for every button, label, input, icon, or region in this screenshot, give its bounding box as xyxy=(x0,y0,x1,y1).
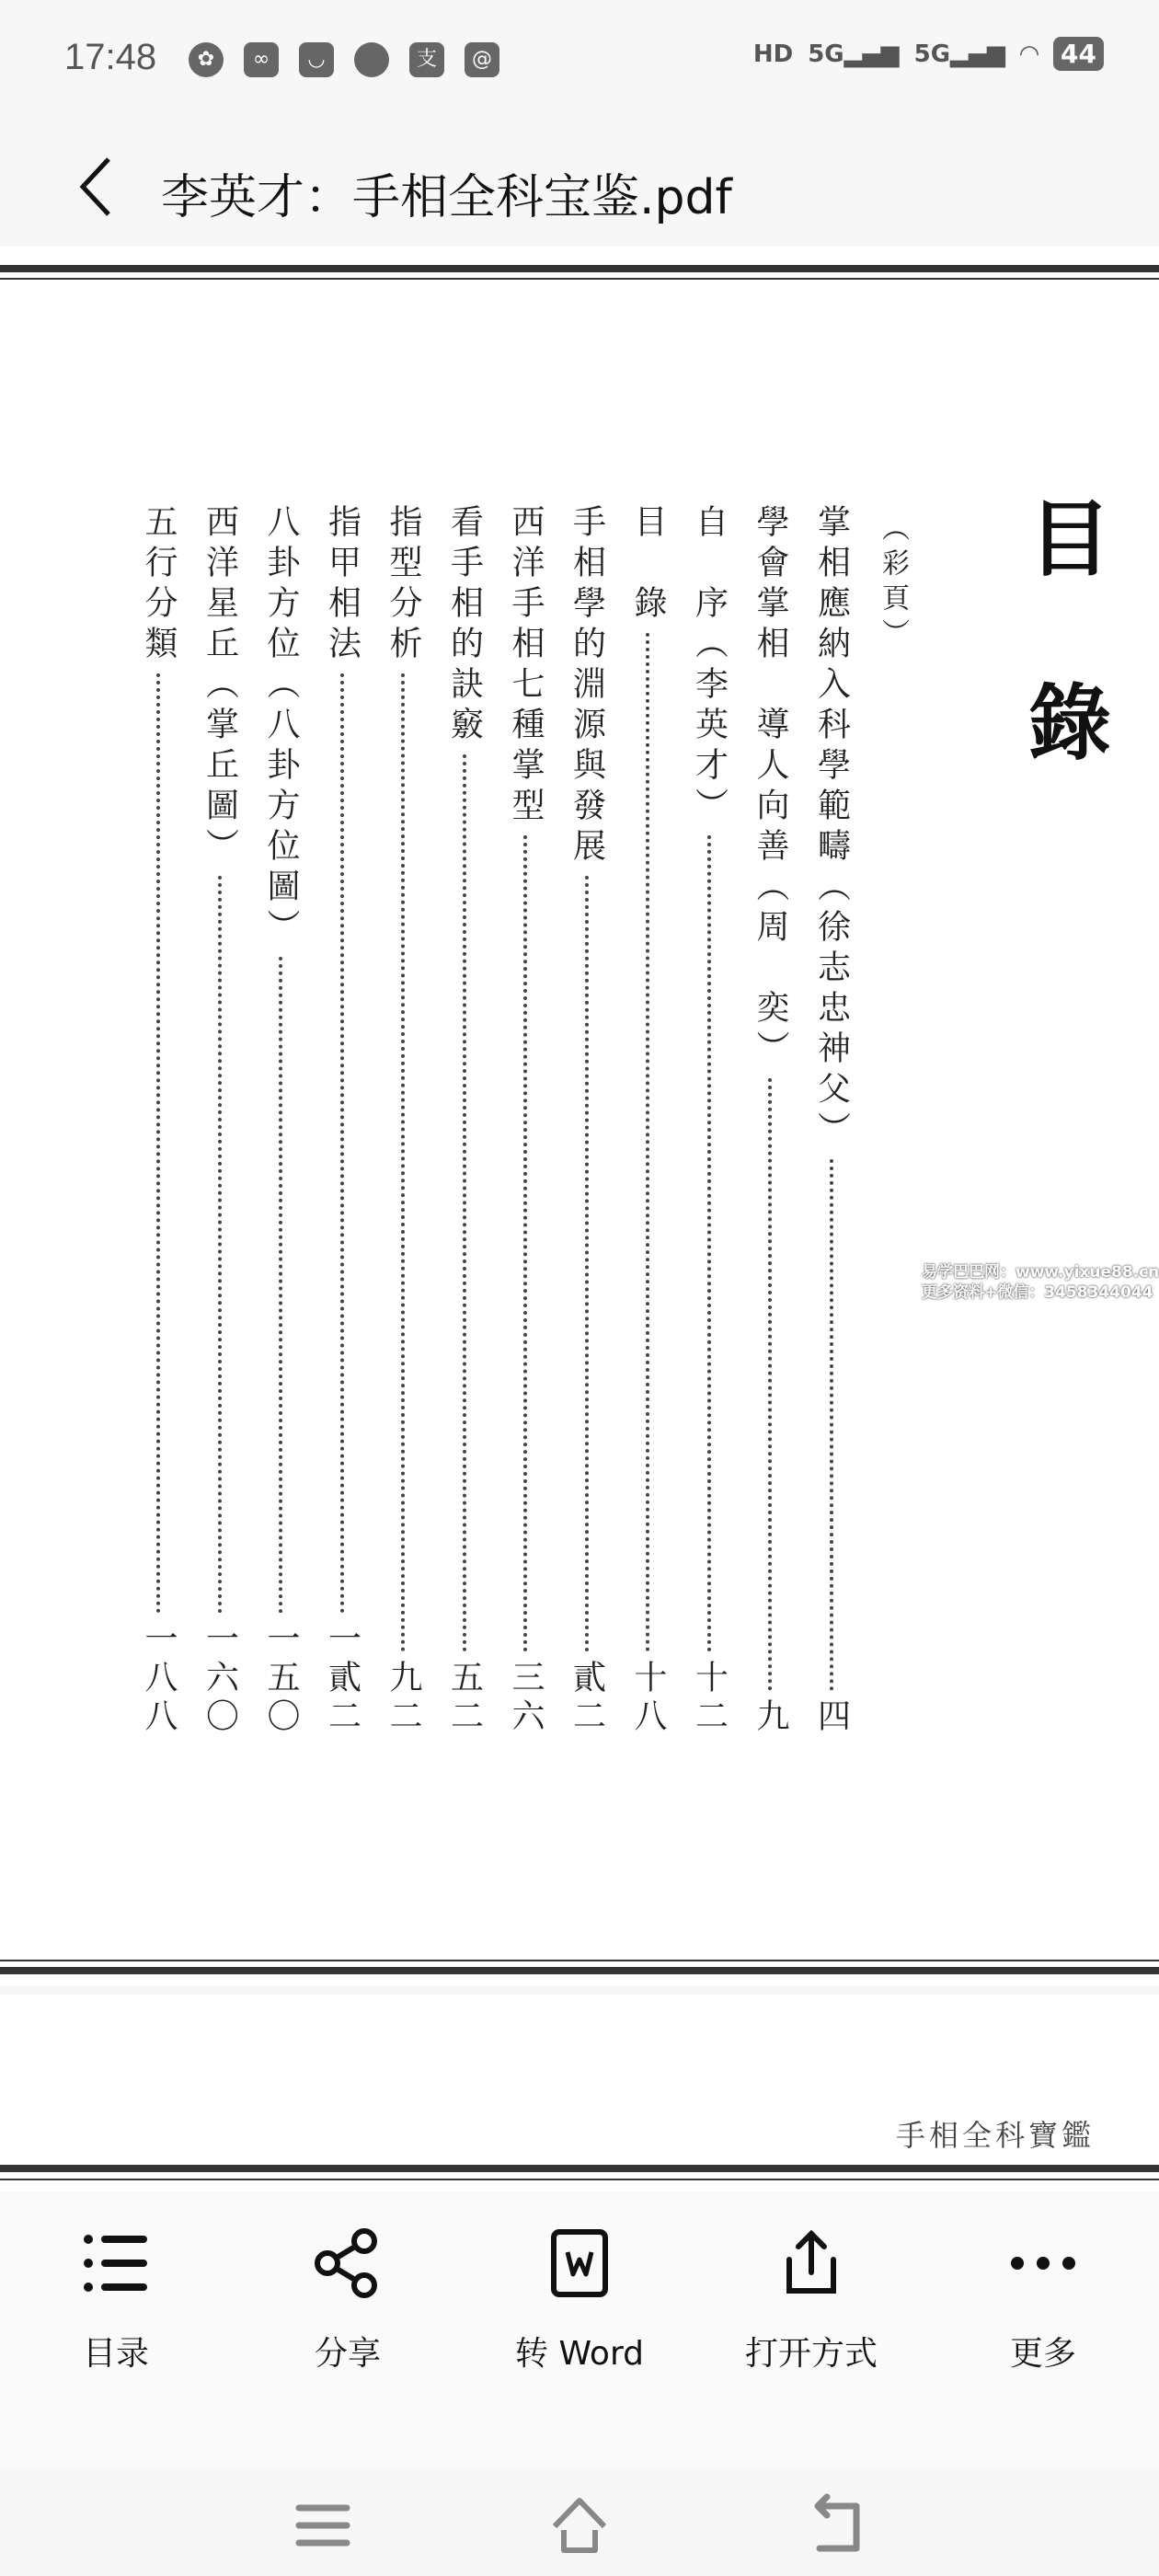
leader-dots xyxy=(585,876,589,1652)
leader-dots xyxy=(340,673,344,1614)
convert-word-label: 转 Word xyxy=(515,2335,644,2373)
status-bar xyxy=(0,0,1159,120)
watermark xyxy=(922,1262,1159,1303)
page-rule xyxy=(0,265,1159,272)
toc-entry-title: 指甲相法 xyxy=(323,504,361,666)
page-rule xyxy=(0,278,1159,280)
leader-dots xyxy=(707,835,711,1652)
list-icon xyxy=(79,2226,153,2300)
document-title: 李英才：手相全科宝鉴.pdf xyxy=(161,170,732,225)
toc-entry[interactable] xyxy=(747,504,793,1737)
share-button[interactable] xyxy=(232,2194,464,2470)
toc-entry-title: 西洋星丘（掌丘圖） xyxy=(201,504,239,868)
more-label: 更多 xyxy=(1009,2335,1076,2373)
signal-5g-icon: 5G▂▄▆ xyxy=(808,40,900,68)
leader-dots xyxy=(156,673,160,1614)
hd-icon: HD xyxy=(752,40,794,68)
toc-entry-title: 掌相應納入科學範疇（徐志忠神父） xyxy=(812,504,851,1152)
page-rule xyxy=(0,2179,1159,2180)
convert-word-button[interactable] xyxy=(464,2194,695,2470)
toc-page-number: 四 xyxy=(812,1698,851,1737)
watermark-line: 易学巴巴网：www.yixue88.cn xyxy=(922,1263,1159,1282)
wifi-icon: ◠ xyxy=(1020,40,1039,68)
toc-entry-title: 目 錄 xyxy=(629,504,667,626)
toc-entry[interactable] xyxy=(502,504,548,1737)
leader-dots xyxy=(646,633,649,1652)
toc-page-number: 一貳二 xyxy=(323,1621,361,1737)
share-label: 分享 xyxy=(314,2335,381,2373)
leader-dots xyxy=(401,673,405,1652)
system-nav-bar xyxy=(0,2475,1159,2576)
toc-page-number: 一五〇 xyxy=(262,1621,300,1737)
bottom-toolbar xyxy=(0,2194,1159,2470)
toc-entry[interactable] xyxy=(869,513,915,653)
leader-dots xyxy=(463,754,466,1652)
chevron-left-icon[interactable] xyxy=(72,155,127,219)
toc-page-number: 十二 xyxy=(690,1660,729,1737)
open-with-button[interactable] xyxy=(695,2194,927,2470)
toc-entry[interactable] xyxy=(686,504,732,1737)
toc-heading: 目錄 xyxy=(1014,495,1111,863)
running-head: 手相全科寶鑑 xyxy=(895,2118,1095,2153)
toc-entry[interactable] xyxy=(258,504,304,1737)
toc-entry-title: 西洋手相七種掌型 xyxy=(507,504,545,828)
leader-dots xyxy=(218,876,222,1614)
status-indicators xyxy=(753,37,1104,71)
toc-button[interactable] xyxy=(0,2194,232,2470)
toc-entry[interactable] xyxy=(135,504,181,1737)
open-with-icon xyxy=(775,2226,848,2300)
alipay-icon: 支 xyxy=(409,42,444,77)
toc-entry-title: 指型分析 xyxy=(384,504,422,666)
pdf-page-next[interactable] xyxy=(0,1995,1159,2192)
taobao-icon: ◡ xyxy=(299,42,334,77)
toc-entry-title: 五行分類 xyxy=(140,504,178,666)
recent-apps-icon[interactable] xyxy=(292,2493,356,2558)
pdf-page[interactable] xyxy=(0,247,1159,1985)
toc-page-number: 一八八 xyxy=(140,1621,178,1737)
home-icon[interactable] xyxy=(547,2493,612,2558)
toc-page-number: 十八 xyxy=(629,1660,667,1737)
message-icon xyxy=(354,42,389,77)
toc-entry-title: 學會掌相 導人向善（周 奕） xyxy=(752,504,789,1071)
back-nav-icon[interactable] xyxy=(805,2493,869,2558)
toc-entry[interactable] xyxy=(197,504,243,1737)
toc-page-number: 一六〇 xyxy=(201,1621,239,1737)
signal-5g-icon: 5G▂▄▆ xyxy=(913,40,1006,68)
toc-entry[interactable] xyxy=(809,504,855,1737)
leader-dots xyxy=(523,835,527,1652)
leader-dots xyxy=(768,1078,772,1691)
battery-icon: 44 xyxy=(1053,37,1104,71)
toc-entry[interactable] xyxy=(625,504,671,1737)
wechat-icon: ✿ xyxy=(189,42,224,77)
page-rule xyxy=(0,2165,1159,2172)
toc-entry-title: 看手相的訣竅 xyxy=(445,504,484,747)
leader-dots xyxy=(830,1159,833,1691)
more-button[interactable] xyxy=(927,2194,1159,2470)
share-icon xyxy=(311,2226,384,2300)
watermark-line: 更多资料+微信：3458344044 xyxy=(922,1283,1153,1302)
toc-entry-title: 手相學的淵源與發展 xyxy=(568,504,606,868)
open-with-label: 打开方式 xyxy=(744,2335,878,2373)
toc-page-number: 三六 xyxy=(507,1660,545,1737)
toc-page-number: 九二 xyxy=(384,1660,422,1737)
more-icon xyxy=(1006,2226,1080,2300)
toc-entry-title: （彩頁） xyxy=(877,513,909,653)
toc-label: 目录 xyxy=(82,2335,149,2373)
page-rule xyxy=(0,1960,1159,1961)
baidu-netdisk-icon: ∞ xyxy=(244,42,279,77)
toc-entry-title: 八卦方位（八卦方位圖） xyxy=(262,504,300,949)
toc-page-number: 九 xyxy=(752,1698,789,1737)
toc-entry-title: 自 序（李英才） xyxy=(690,504,729,828)
page-rule xyxy=(0,1967,1159,1974)
toc-entry[interactable] xyxy=(380,504,426,1737)
word-convert-icon xyxy=(543,2226,616,2300)
toc-page-number: 五二 xyxy=(445,1660,484,1737)
toc-entry[interactable] xyxy=(442,504,488,1737)
leader-dots xyxy=(279,957,282,1614)
status-time: 17:48 xyxy=(64,37,157,77)
qq-browser-icon: @ xyxy=(465,42,499,77)
toc-entry[interactable] xyxy=(319,504,365,1737)
toc-page-number: 貳二 xyxy=(568,1660,606,1737)
toc-entry[interactable] xyxy=(564,504,610,1737)
